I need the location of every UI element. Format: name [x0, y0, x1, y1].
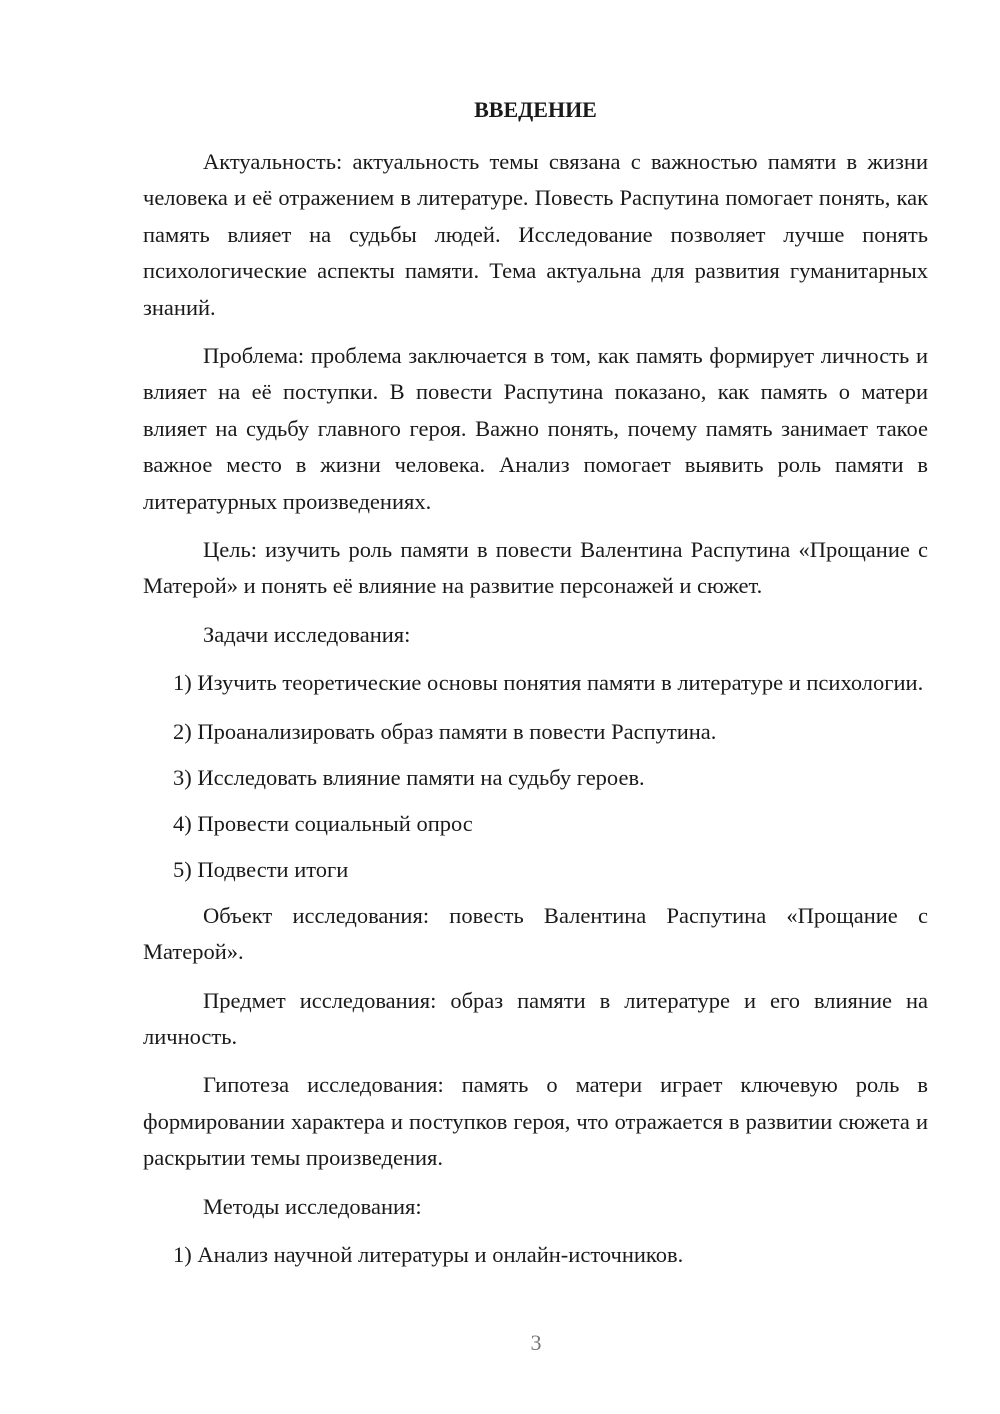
- task-item-1: 1) Изучить теоретические основы понятия памяти в литературе и психологии.: [173, 670, 924, 696]
- relevance-paragraph: Актуальность: актуальность темы связана с важностью памяти в жизни человека и её отражением в литературе. Повесть Распутина помогает понять, как память влияет на судьбы людей. Исследование позволяет лучше понять психологические аспекты памяти. Тема актуальна для развития гуманитарных знаний.: [143, 149, 928, 320]
- hypothesis-paragraph: Гипотеза исследования: память о матери играет ключевую роль в формировании характера и поступков героя, что отражается в развитии сюжета и раскрытии темы произведения.: [143, 1072, 928, 1171]
- subject-paragraph: Предмет исследования: образ памяти в литературе и его влияние на личность.: [143, 987, 928, 1049]
- task-item-3: 3) Исследовать влияние памяти на судьбу героев.: [173, 764, 645, 790]
- tasks-heading: Задачи исследования:: [203, 621, 411, 647]
- page-number: 3: [530, 1330, 542, 1355]
- problem-paragraph: Проблема: проблема заключается в том, как память формирует личность и влияет на её поступки. В повести Распутина показано, как память о матери влияет на судьбу главного героя. Важно понять, почему память занимает такое важное место в жизни человека. Анализ помогает выявить роль памяти в литературных произведениях.: [143, 343, 928, 514]
- object-paragraph: Объект исследования: повесть Валентина Распутина «Прощание с Матерой».: [143, 902, 928, 965]
- goal-paragraph: Цель: изучить роль памяти в повести Валентина Распутина «Прощание с Матерой» и понять её влияние на развитие персонажей и сюжет.: [143, 537, 928, 599]
- task-item-2: 2) Проанализировать образ памяти в повести Распутина.: [173, 718, 717, 744]
- task-item-5: 5) Подвести итоги: [173, 856, 349, 882]
- section-title: ВВЕДЕНИЕ: [474, 97, 597, 122]
- method-item-1: 1) Анализ научной литературы и онлайн-источников.: [173, 1241, 684, 1267]
- methods-heading: Методы исследования:: [203, 1193, 422, 1219]
- task-item-4: 4) Провести социальный опрос: [173, 810, 473, 836]
- document-page: [143, 92, 928, 1283]
